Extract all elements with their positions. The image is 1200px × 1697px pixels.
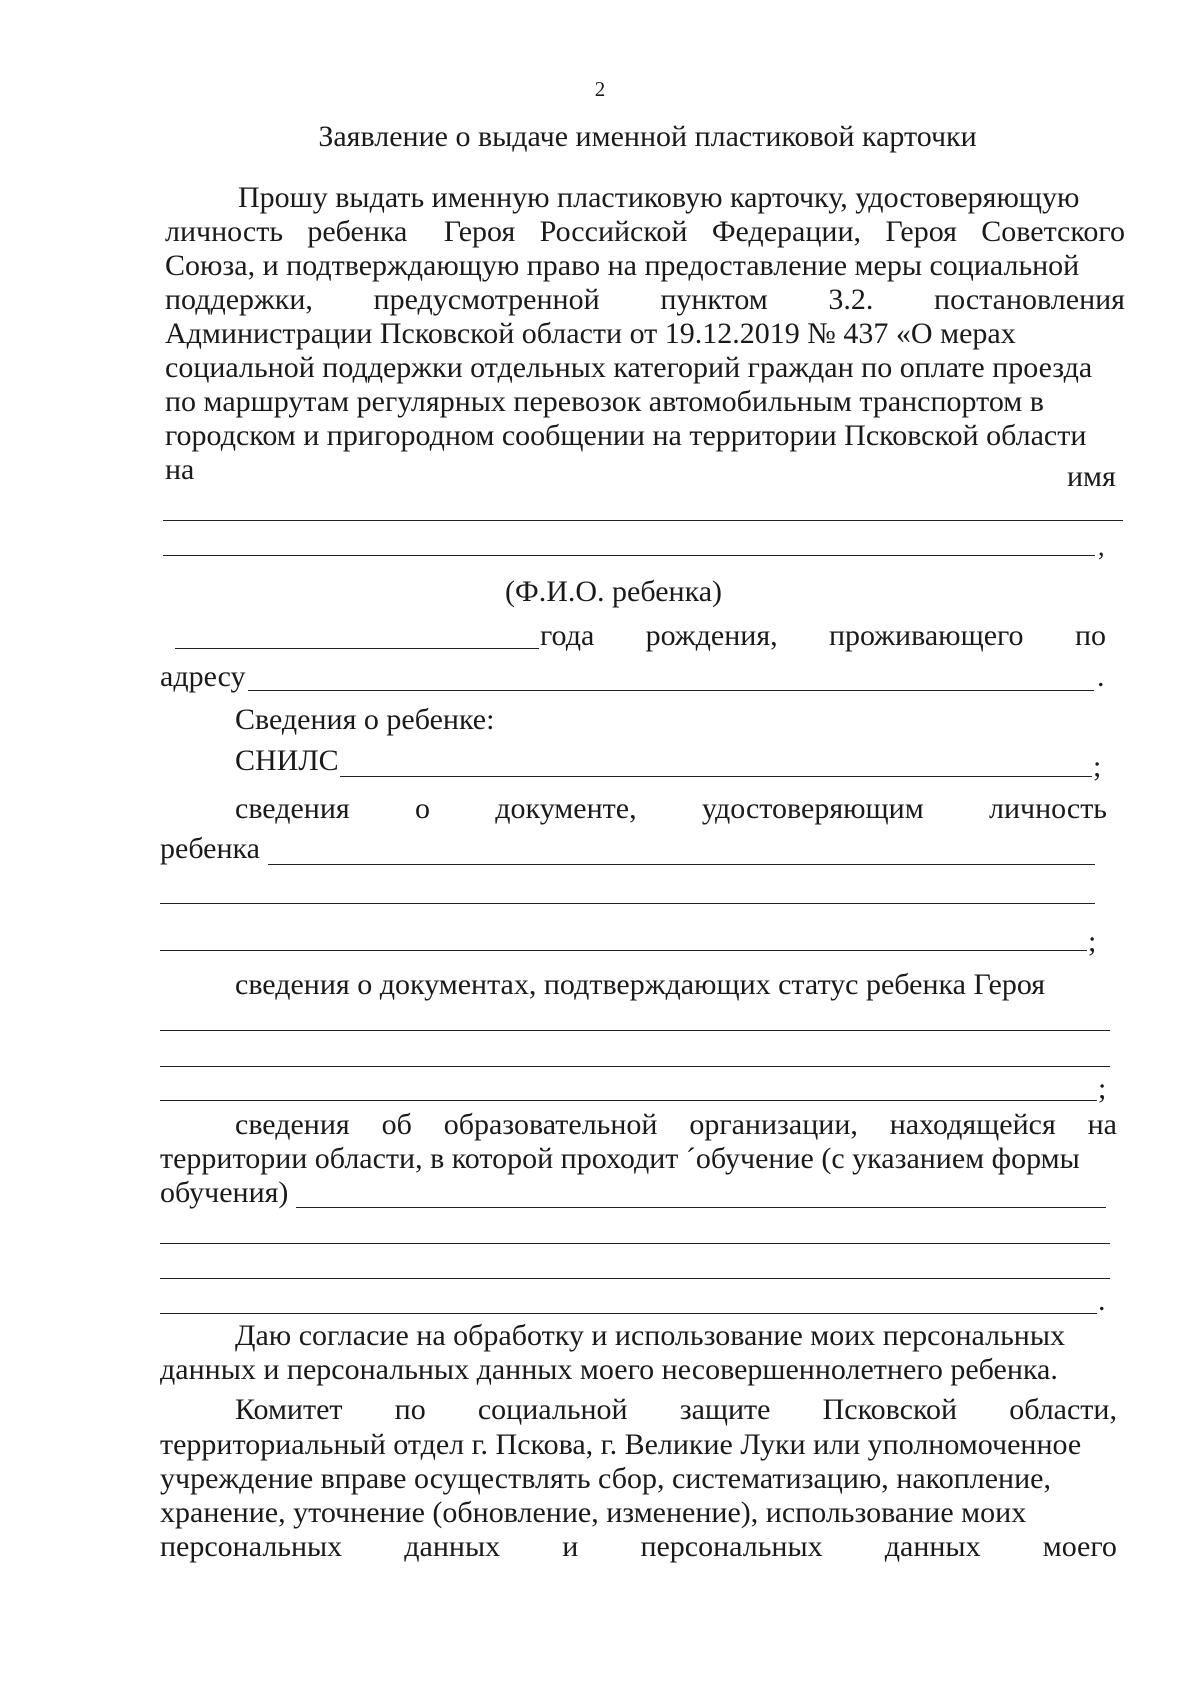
para1-line3: Союза, и подтверждающую право на предоставление меры социальной (165, 249, 1080, 282)
para1-line2: личность ребенка Героя Российской Федерации, Героя Советского (165, 215, 1125, 248)
snils-label: СНИЛС (235, 744, 339, 777)
child-info-heading: Сведения о ребенке: (235, 703, 495, 736)
committee-line-3: учреждение вправе осуществлять сбор, систематизацию, накопление, (160, 1462, 1051, 1495)
id-doc-blank-1[interactable] (268, 864, 1095, 865)
id-doc-semicolon: ; (1088, 925, 1097, 958)
para1-line7: по маршрутам регулярных перевозок автомобильным транспортом в (165, 385, 1044, 418)
edu-line-1: сведения об образовательной организации, находящейся на (235, 1108, 1117, 1141)
para1-line1: Прошу выдать именную пластиковую карточку, удостоверяющую (238, 181, 1080, 214)
hero-docs-semicolon: ; (1098, 1072, 1107, 1105)
address-period: . (1097, 660, 1105, 693)
snils-semicolon: ; (1093, 750, 1102, 783)
edu-blank-3[interactable] (160, 1278, 1110, 1279)
id-doc-blank-2[interactable] (160, 903, 1095, 904)
para1-line4: поддержки, предусмотренной пунктом 3.2. постановления (165, 283, 1125, 316)
edu-label: обучения) (160, 1176, 289, 1209)
edu-period: . (1098, 1284, 1106, 1317)
page-number: 2 (594, 77, 606, 101)
committee-line-4: хранение, уточнение (обновление, изменение), использование моих (160, 1496, 1027, 1529)
name-comma: , (1098, 532, 1105, 561)
address-label: адресу (160, 660, 246, 693)
id-doc-blank-3[interactable] (160, 950, 1087, 951)
para1-line9-right: имя (1067, 460, 1116, 493)
hero-docs-line: сведения о документах, подтверждающих статус ребенка Героя (235, 968, 1046, 1001)
para1-line9-left: на (165, 453, 195, 486)
committee-line-1: Комитет по социальной защите Псковской области, (235, 1393, 1117, 1426)
birth-line-text: года рождения, проживающего по (540, 619, 1106, 652)
document-title: Заявление о выдаче именной пластиковой карточки (318, 120, 977, 153)
committee-line-5: персональных данных и персональных данных моего (160, 1530, 1117, 1563)
birth-date-blank[interactable] (175, 648, 539, 649)
edu-blank-4[interactable] (160, 1313, 1097, 1314)
edu-blank-2[interactable] (160, 1243, 1110, 1244)
para1-line5: Администрации Псковской области от 19.12.2019 № 437 «О мерах (165, 317, 1016, 350)
name-blank-1[interactable] (163, 520, 1123, 521)
name-blank-2[interactable] (163, 555, 1095, 556)
para1-line8: городском и пригородном сообщении на территории Псковской области (165, 419, 1087, 452)
id-doc-line: сведения о документе, удостоверяющим личность (235, 792, 1107, 825)
consent-line-1: Даю согласие на обработку и использование моих персональных (235, 1319, 1065, 1352)
fio-caption: (Ф.И.О. ребенка) (505, 575, 723, 608)
edu-blank-1[interactable] (296, 1207, 1106, 1208)
address-blank[interactable] (248, 690, 1094, 691)
hero-docs-blank-3[interactable] (160, 1100, 1097, 1101)
para1-line6: социальной поддержки отдельных категорий граждан по оплате проезда (165, 351, 1093, 384)
hero-docs-blank-2[interactable] (160, 1066, 1110, 1067)
edu-line-2: территории области, в которой проходит ´обучение (с указанием формы (160, 1142, 1080, 1175)
snils-blank[interactable] (340, 776, 1092, 777)
committee-line-2: территориальный отдел г. Пскова, г. Великие Луки или уполномоченное (160, 1428, 1082, 1461)
consent-line-2: данных и персональных данных моего несовершеннолетнего ребенка. (160, 1353, 1058, 1386)
hero-docs-blank-1[interactable] (160, 1030, 1110, 1031)
id-doc-label: ребенка (160, 832, 260, 865)
